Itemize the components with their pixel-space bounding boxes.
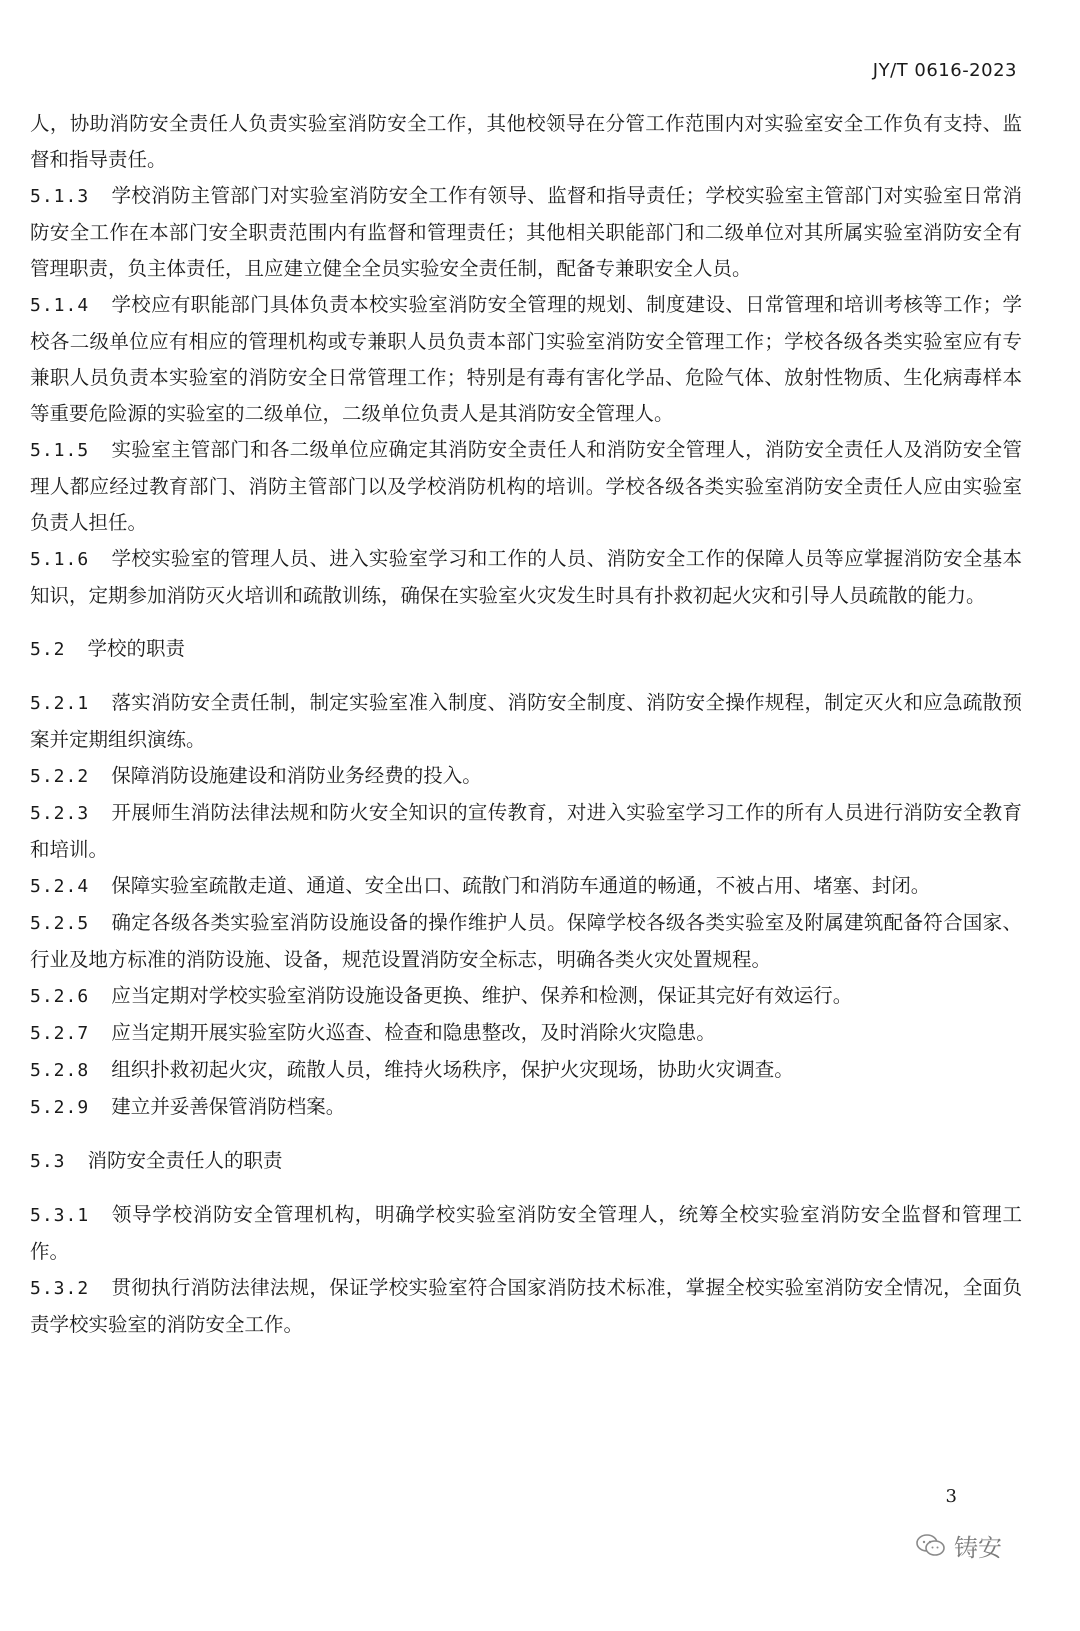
clause-number: 5.2.6 [30, 986, 90, 1007]
clause-number: 5.2.5 [30, 913, 90, 934]
clause-number: 5.2.8 [30, 1060, 90, 1081]
section-number: 5.3 [30, 1151, 66, 1172]
clause-text: 贯彻执行消防法律法规，保证学校实验室符合国家消防技术标准，掌握全校实验室消防安全情况，全面负责学校实验室的消防安全工作。 [30, 1276, 1022, 1336]
clause-5-2-8 [30, 1052, 1022, 1089]
clause-text: 应当定期对学校实验室消防设施设备更换、维护、保养和检测，保证其完好有效运行。 [111, 984, 853, 1007]
clause-text: 领导学校消防安全管理机构，明确学校实验室消防安全管理人，统筹全校实验室消防安全监督和管理工作。 [30, 1203, 1022, 1263]
clause-5-3-1 [30, 1197, 1022, 1270]
clause-text: 应当定期开展实验室防火巡查、检查和隐患整改，及时消除火灾隐患。 [111, 1021, 716, 1044]
clause-number: 5.2.4 [30, 876, 90, 897]
clause-5-2-9 [30, 1089, 1022, 1126]
clause-5-1-3 [30, 178, 1022, 287]
section-heading-5-3 [30, 1143, 1022, 1180]
clause-5-2-4 [30, 868, 1022, 905]
section-title: 学校的职责 [87, 637, 186, 660]
clause-text: 开展师生消防法律法规和防火安全知识的宣传教育，对进入实验室学习工作的所有人员进行消防安全教育和培训。 [30, 801, 1022, 861]
clause-5-1-6 [30, 541, 1022, 614]
clause-text: 组织扑救初起火灾，疏散人员，维持火场秩序，保护火灾现场，协助火灾调查。 [111, 1058, 794, 1081]
clause-5-1-5 [30, 432, 1022, 541]
paragraph-continuation [30, 106, 1022, 178]
clause-number: 5.1.5 [30, 440, 90, 461]
clause-5-1-4 [30, 287, 1022, 432]
page-number: 3 [945, 1486, 957, 1507]
clause-number: 5.2.3 [30, 803, 90, 824]
clause-5-3-2 [30, 1270, 1022, 1343]
clause-number: 5.1.6 [30, 549, 90, 570]
clause-5-2-7 [30, 1015, 1022, 1052]
clause-5-2-1 [30, 685, 1022, 758]
clause-text: 学校实验室的管理人员、进入实验室学习和工作的人员、消防安全工作的保障人员等应掌握消防安全基本知识，定期参加消防灭火培训和疏散训练，确保在实验室火灾发生时具有扑救初起火灾和引导人员疏散的能力。 [30, 547, 1022, 607]
clause-text: 学校应有职能部门具体负责本校实验室消防安全管理的规划、制度建设、日常管理和培训考核等工作；学校各二级单位应有相应的管理机构或专兼职人员负责本部门实验室消防安全管理工作；学校各级各类实验室应有专兼职人员负责本实验室的消防安全日常管理工作；特别是有毒有害化学品、危险气体、放射性物质、生化病毒样本等重要危险源的实验室的二级单位，二级单位负责人是其消防安全管理人。 [30, 293, 1022, 425]
clause-5-2-2 [30, 758, 1022, 795]
watermark-text: 铸安 [954, 1534, 1002, 1562]
clause-text: 建立并妥善保管消防档案。 [111, 1095, 346, 1118]
clause-text: 保障消防设施建设和消防业务经费的投入。 [111, 764, 482, 787]
clause-text: 确定各级各类实验室消防设施设备的操作维护人员。保障学校各级各类实验室及附属建筑配备符合国家、行业及地方标准的消防设施、设备，规范设置消防安全标志，明确各类火灾处置规程。 [30, 911, 1022, 971]
watermark [916, 1528, 1002, 1563]
wechat-icon [916, 1533, 946, 1559]
clause-text: 实验室主管部门和各二级单位应确定其消防安全责任人和消防安全管理人，消防安全责任人及消防安全管理人都应经过教育部门、消防主管部门以及学校消防机构的培训。学校各级各类实验室消防安全责任人应由实验室负责人担任。 [30, 438, 1022, 534]
section-title: 消防安全责任人的职责 [87, 1149, 283, 1172]
clause-5-2-5 [30, 905, 1022, 978]
document-code: JY/T 0616-2023 [872, 60, 1017, 81]
clause-number: 5.3.1 [30, 1205, 90, 1226]
section-number: 5.2 [30, 639, 66, 660]
clause-number: 5.2.7 [30, 1023, 90, 1044]
clause-text: 学校消防主管部门对实验室消防安全工作有领导、监督和指导责任；学校实验室主管部门对实验室日常消防安全工作在本部门安全职责范围内有监督和管理责任；其他相关职能部门和二级单位对其所属实验室消防安全有管理职责，负主体责任，且应建立健全全员实验安全责任制，配备专兼职安全人员。 [30, 184, 1022, 280]
clause-5-2-6 [30, 978, 1022, 1015]
section-heading-5-2 [30, 631, 1022, 668]
clause-number: 5.1.4 [30, 295, 90, 316]
clause-number: 5.2.2 [30, 766, 90, 787]
document-body [30, 106, 1022, 1343]
clause-number: 5.3.2 [30, 1278, 90, 1299]
clause-5-2-3 [30, 795, 1022, 868]
clause-number: 5.2.1 [30, 693, 90, 714]
clause-text: 保障实验室疏散走道、通道、安全出口、疏散门和消防车通道的畅通，不被占用、堵塞、封闭。 [111, 874, 931, 897]
paragraph-text: 人，协助消防安全责任人负责实验室消防安全工作，其他校领导在分管工作范围内对实验室安全工作负有支持、监督和指导责任。 [30, 112, 1022, 171]
clause-text: 落实消防安全责任制，制定实验室准入制度、消防安全制度、消防安全操作规程，制定灭火和应急疏散预案并定期组织演练。 [30, 691, 1022, 751]
clause-number: 5.2.9 [30, 1097, 90, 1118]
clause-number: 5.1.3 [30, 186, 90, 207]
